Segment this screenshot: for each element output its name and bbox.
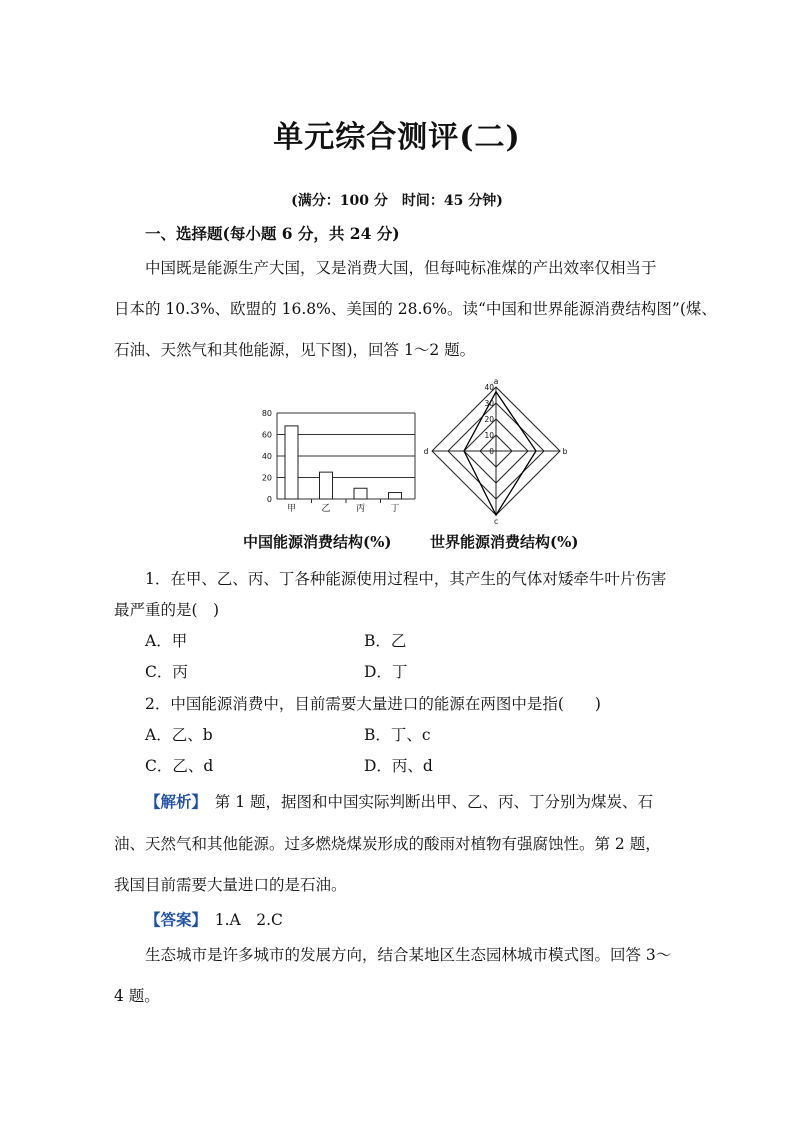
q2-line-1: 2．中国能源消费中，目前需要大量进口的能源在两图中是指( ): [145, 695, 601, 713]
exam-info: (满分：100 分 时间：45 分钟): [291, 193, 503, 209]
q2-option-a: A．乙、b: [145, 726, 213, 744]
answer-text: 1.A 2.C: [199, 911, 283, 929]
world-energy-radar-chart: [423, 373, 568, 526]
radar-axis-label-a: a: [493, 377, 499, 386]
answer-line: [145, 908, 283, 930]
radar-axis-label-d: d: [423, 447, 429, 456]
q1-option-c: C．丙: [145, 663, 188, 681]
intro-line-2: 日本的 10.3%、欧盟的 16.8%、美国的 28.6%。读“中国和世界能源消费结构图”(煤、: [114, 300, 717, 318]
radar-tick-label: 10: [484, 431, 494, 440]
analysis-line-2: 油、天然气和其他能源。过多燃烧煤炭形成的酸雨对植物有强腐蚀性。第 2 题，: [114, 835, 661, 853]
intro-line-1: 中国既是能源生产大国，又是消费大国，但每吨标准煤的产出效率仅相当于: [145, 259, 657, 277]
analysis-tag: 【解析】: [145, 792, 200, 811]
bar-category-label: 甲: [286, 504, 297, 514]
radar-tick-label: 30: [484, 399, 494, 408]
china-energy-bar-chart: [255, 403, 425, 515]
answer-tag: 【答案】: [145, 910, 200, 929]
q1-option-a: A．甲: [145, 632, 188, 650]
q1-option-d: D．丁: [364, 663, 408, 681]
bar-chart-caption: 中国能源消费结构(%): [243, 533, 392, 551]
bar-y-tick-label: 60: [261, 430, 272, 440]
q2-option-b: B．丁、c: [364, 726, 431, 744]
q2-option-c: C．乙、d: [145, 757, 214, 775]
analysis-text-1: 第 1 题，据图和中国实际判断出甲、乙、丙、丁分别为煤炭、石: [199, 793, 653, 811]
radar-axis-label-b: b: [562, 447, 568, 456]
bar-category-label: 丁: [390, 504, 400, 514]
q1-line-1: 1．在甲、乙、丙、丁各种能源使用过程中，其产生的气体对矮牵牛叶片伤害: [145, 570, 667, 588]
bar-y-tick-label: 0: [266, 495, 272, 504]
radar-tick-label: 20: [484, 415, 494, 424]
radar-chart-caption: 世界能源消费结构(%): [430, 533, 579, 551]
bar-y-tick-label: 40: [261, 452, 272, 461]
radar-axis-label-c: c: [493, 517, 499, 526]
intro2-line-1: 生态城市是许多城市的发展方向，结合某地区生态园林城市模式图。回答 3～: [145, 946, 672, 964]
q1-line-2: 最严重的是( ): [114, 601, 220, 619]
intro2-line-2: 4 题。: [114, 987, 160, 1005]
bar-category-label: 丙: [355, 504, 366, 514]
analysis-line-1: [145, 790, 653, 812]
section-heading: 一、选择题(每小题 6 分，共 24 分): [145, 224, 400, 243]
bar-乙: [320, 472, 333, 499]
radar-tick-label: 0: [489, 447, 494, 456]
bar-y-tick-label: 80: [261, 409, 272, 418]
q2-option-d: D．丙、d: [364, 757, 433, 775]
intro-line-3: 石油、天然气和其他能源，见下图)，回答 1～2 题。: [114, 341, 476, 359]
bar-丁: [389, 493, 402, 499]
bar-丙: [354, 488, 367, 499]
q1-option-b: B．乙: [364, 632, 407, 650]
bar-y-tick-label: 20: [261, 473, 272, 483]
analysis-line-3: 我国目前需要大量进口的是石油。: [114, 876, 347, 894]
bar-category-label: 乙: [321, 504, 331, 514]
page-title: 单元综合测评(二): [273, 120, 521, 155]
radar-tick-label: 40: [484, 383, 494, 392]
bar-甲: [285, 426, 298, 499]
